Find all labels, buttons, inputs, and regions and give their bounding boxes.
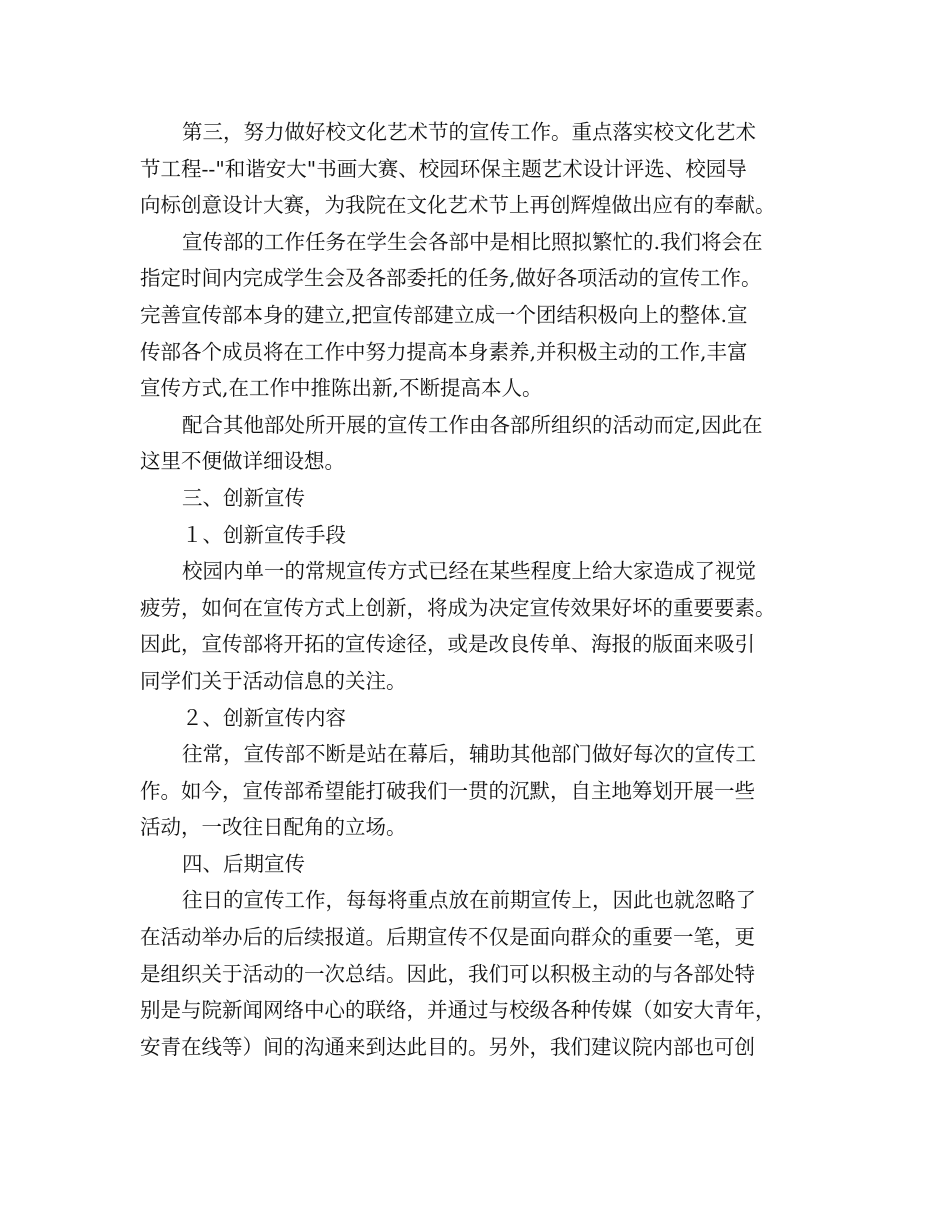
text-line: 宣传部的工作任务在学生会各部中是相比照拟繁忙的.我们将会在 xyxy=(182,229,763,254)
text-line: 三、创新宣传 xyxy=(182,485,305,510)
text-line: 指定时间内完成学生会及各部委托的任务,做好各项活动的宣传工作。 xyxy=(140,266,762,291)
document-body xyxy=(140,114,830,1065)
text-line: 别是与院新闻网络中心的联络，并通过与校级各种传媒（如安大青年， xyxy=(140,998,776,1023)
text-line: ２、创新宣传内容 xyxy=(182,705,346,730)
text-line: 往常，宣传部不断是站在幕后，辅助其他部门做好每次的宣传工 xyxy=(182,742,756,767)
text-line: 是组织关于活动的一次总结。因此，我们可以积极主动的与各部处特 xyxy=(140,961,755,986)
text-line: 四、后期宣传 xyxy=(182,851,305,876)
text-line: 同学们关于活动信息的关注。 xyxy=(140,668,407,693)
text-line: 往日的宣传工作，每每将重点放在前期宣传上，因此也就忽略了 xyxy=(182,888,756,913)
text-line: 这里不便做详细设想。 xyxy=(140,449,345,474)
text-line: 安青在线等）间的沟通来到达此目的。另外，我们建议院内部也可创 xyxy=(140,1034,755,1059)
text-line: 向标创意设计大赛，为我院在文化艺术节上再创辉煌做出应有的奉献。 xyxy=(140,193,776,218)
text-line: 完善宣传部本身的建立,把宣传部建立成一个团结积极向上的整体.宣 xyxy=(140,302,748,327)
text-line: 作。如今，宣传部希望能打破我们一贯的沉默，自主地筹划开展一些 xyxy=(140,778,755,803)
text-line: 传部各个成员将在工作中努力提高本身素养,并积极主动的工作,丰富 xyxy=(140,339,748,364)
text-line: 节工程--"和谐安大"书画大赛、校园环保主题艺术设计评选、校园导 xyxy=(140,156,747,181)
text-line: 校园内单一的常规宣传方式已经在某些程度上给大家造成了视觉 xyxy=(182,559,756,584)
text-line: 第三，努力做好校文化艺术节的宣传工作。重点落实校文化艺术 xyxy=(182,120,756,144)
text-line: 配合其他部处所开展的宣传工作由各部所组织的活动而定,因此在 xyxy=(182,412,763,437)
text-line: １、创新宣传手段 xyxy=(182,522,346,547)
text-line: 宣传方式,在工作中推陈出新,不断提高本人。 xyxy=(140,376,543,401)
text-line: 活动，一改往日配角的立场。 xyxy=(140,815,407,840)
text-line: 疲劳，如何在宣传方式上创新，将成为决定宣传效果好坏的重要要素。 xyxy=(140,595,776,620)
text-line: 在活动举办后的后续报道。后期宣传不仅是面向群众的重要一笔，更 xyxy=(140,925,755,950)
text-line: 因此，宣传部将开拓的宣传途径，或是改良传单、海报的版面来吸引 xyxy=(140,632,755,657)
